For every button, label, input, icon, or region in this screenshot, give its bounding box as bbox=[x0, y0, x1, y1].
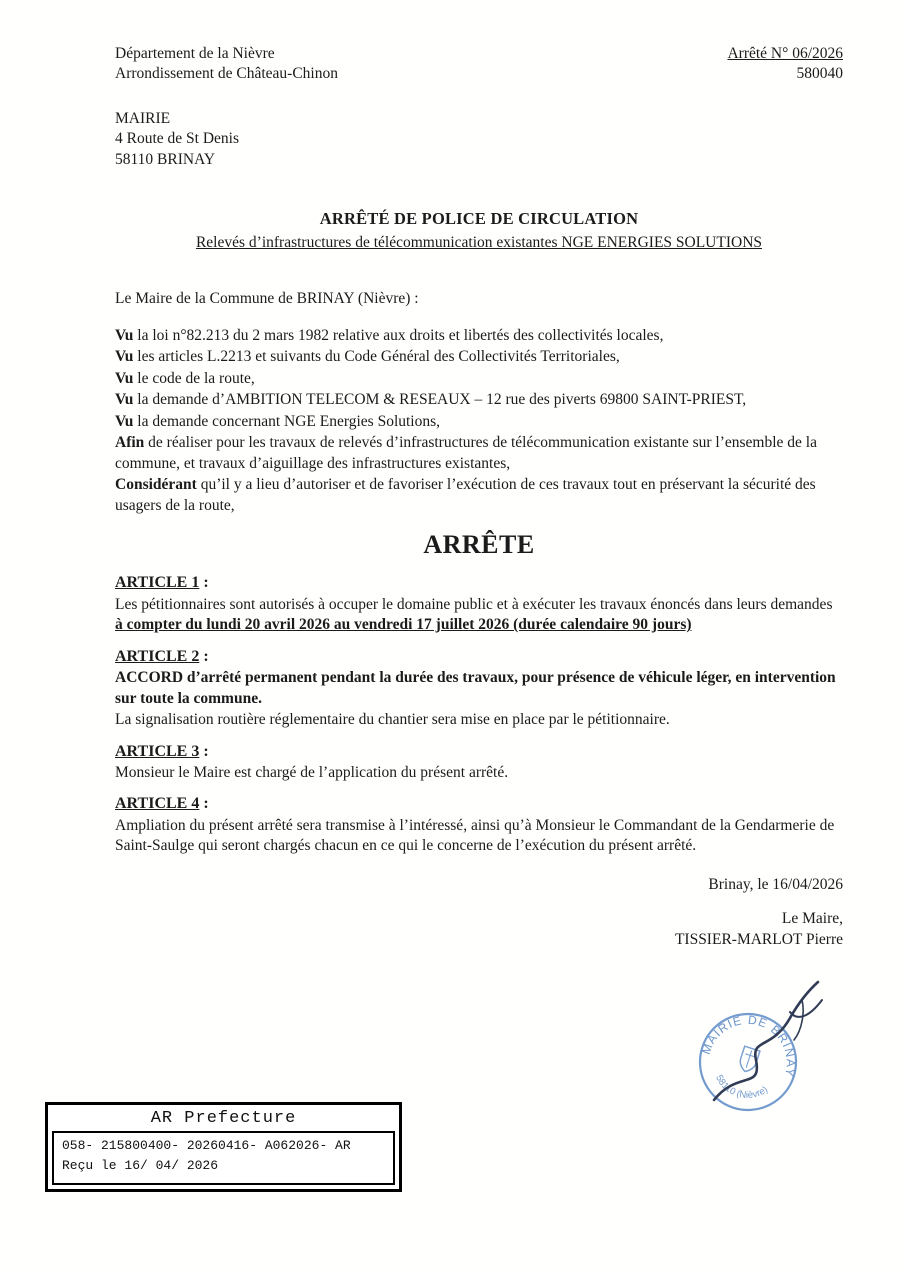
article-1-dates: à compter du lundi 20 avril 2026 au vendredi 17 juillet 2026 (durée calendaire 90 jours) bbox=[115, 616, 692, 634]
recital-text: les articles L.2213 et suivants du Code Général des Collectivités Territoriales, bbox=[133, 348, 620, 366]
recital-lead: Vu bbox=[115, 326, 134, 344]
recital-line bbox=[115, 390, 843, 410]
ar-prefecture-title: AR Prefecture bbox=[150, 1109, 297, 1128]
article-4 bbox=[115, 793, 843, 856]
recital-line bbox=[115, 475, 843, 516]
article-2-heading: ARTICLE 2 : bbox=[115, 647, 209, 665]
recital-line bbox=[115, 433, 843, 474]
stamp-bottom-text: 58110 (Nièvre) bbox=[713, 1073, 770, 1102]
recital-line bbox=[115, 412, 843, 432]
handwritten-signature bbox=[714, 982, 822, 1100]
document-title-block bbox=[115, 208, 843, 253]
document-title: ARRÊTÉ DE POLICE DE CIRCULATION bbox=[319, 209, 639, 229]
ar-received-line: Reçu le 16/ 04/ 2026 bbox=[62, 1157, 219, 1173]
recital-lead: Vu bbox=[115, 391, 134, 409]
stamp-and-signature bbox=[662, 978, 862, 1138]
document-number-block bbox=[727, 44, 843, 85]
mairie-city: 58110 BRINAY bbox=[115, 150, 216, 168]
ar-reference-line: 058- 215800400- 20260416- A062026- AR bbox=[62, 1138, 351, 1153]
arrondissement-line: Arrondissement de Château-Chinon bbox=[115, 65, 338, 83]
recital-text: de réaliser pour les travaux de relevés d’infrastructures de télécommunication existante sur l’ensemble de la commune, et travaux d’aiguillage des infrastructures existantes, bbox=[115, 434, 817, 472]
recital-line bbox=[115, 326, 843, 346]
article-1-text: Les pétitionnaires sont autorisés à occuper le domaine public et à exécuter les travaux énoncés dans leurs demandes à compter du lundi 20 avril 2026 au vendredi 17 juillet 2026 (durée calendaire 90 jours) bbox=[115, 595, 833, 634]
article-2 bbox=[115, 646, 843, 731]
document-header bbox=[115, 44, 843, 85]
ar-prefecture-details bbox=[52, 1131, 395, 1185]
article-4-text: Ampliation du présent arrêté sera transmise à l’intéressé, ainsi qu’à Monsieur le Commandant de la Gendarmerie de Saint-Saulge qui seront chargés chacun en ce qui le concerne de l’exécution du présent arrêté. bbox=[115, 816, 835, 855]
recital-line bbox=[115, 369, 843, 389]
article-3-heading: ARTICLE 3 : bbox=[115, 742, 209, 760]
article-2-bold-text: ACCORD d’arrêté permanent pendant la durée des travaux, pour présence de véhicule léger, en intervention sur toute la commune. bbox=[115, 669, 836, 707]
signature-block bbox=[115, 875, 843, 950]
recital-text: la loi n°82.213 du 2 mars 1982 relative aux droits et libertés des collectivités locales, bbox=[133, 326, 664, 344]
recital-lead: Vu bbox=[115, 369, 134, 387]
svg-text:58110 (Nièvre) bbox=[709, 1069, 772, 1109]
recital-text: la demande d’AMBITION TELECOM & RESEAUX – 12 rue des piverts 69800 SAINT-PRIEST, bbox=[133, 391, 747, 409]
recital-text: le code de la route, bbox=[133, 369, 255, 387]
mairie-street: 4 Route de St Denis bbox=[115, 130, 239, 148]
recital-lead: Afin bbox=[115, 434, 145, 452]
arrete-number: Arrêté N° 06/2026 bbox=[727, 45, 843, 62]
ar-prefecture-box bbox=[45, 1102, 402, 1192]
reference-number: 580040 bbox=[796, 65, 843, 83]
recital-lead: Vu bbox=[115, 412, 134, 430]
article-1 bbox=[115, 572, 843, 635]
mairie-name: MAIRIE bbox=[115, 109, 171, 127]
recital-lead: Considérant bbox=[115, 476, 197, 494]
article-2-text: La signalisation routière réglementaire du chantier sera mise en place par le pétitionnaire. bbox=[115, 711, 670, 729]
signatory-role: Le Maire, bbox=[781, 910, 843, 928]
article-4-heading: ARTICLE 4 : bbox=[115, 795, 209, 813]
signatory-block bbox=[115, 909, 843, 950]
document-subtitle: Relevés d’infrastructures de télécommunication existantes NGE ENERGIES SOLUTIONS bbox=[195, 234, 763, 252]
stamp-top-text: MAIRIE DE BRINAY bbox=[698, 1012, 798, 1079]
recitals-block bbox=[115, 326, 843, 516]
article-1-heading: ARTICLE 1 : bbox=[115, 574, 209, 592]
recital-line bbox=[115, 347, 843, 367]
signatory-name: TISSIER-MARLOT Pierre bbox=[674, 930, 843, 948]
intro-line: Le Maire de la Commune de BRINAY (Nièvre) : bbox=[115, 290, 419, 308]
place-date-line: Brinay, le 16/04/2026 bbox=[708, 875, 843, 893]
recital-text: la demande concernant NGE Energies Solutions, bbox=[133, 412, 441, 430]
mairie-address-block bbox=[115, 109, 843, 170]
recital-lead: Vu bbox=[115, 348, 134, 366]
issuing-authority bbox=[115, 44, 338, 85]
article-3 bbox=[115, 741, 843, 784]
department-line: Département de la Nièvre bbox=[115, 45, 275, 62]
document-content bbox=[115, 44, 843, 950]
decree-heading: ARRÊTE bbox=[423, 530, 535, 560]
mairie-stamp bbox=[662, 978, 862, 1138]
recital-text: qu’il y a lieu d’autoriser et de favoriser l’exécution de ces travaux tout en préservant la sécurité des usagers de la route, bbox=[115, 476, 816, 514]
article-3-text: Monsieur le Maire est chargé de l’application du présent arrêté. bbox=[115, 763, 509, 781]
